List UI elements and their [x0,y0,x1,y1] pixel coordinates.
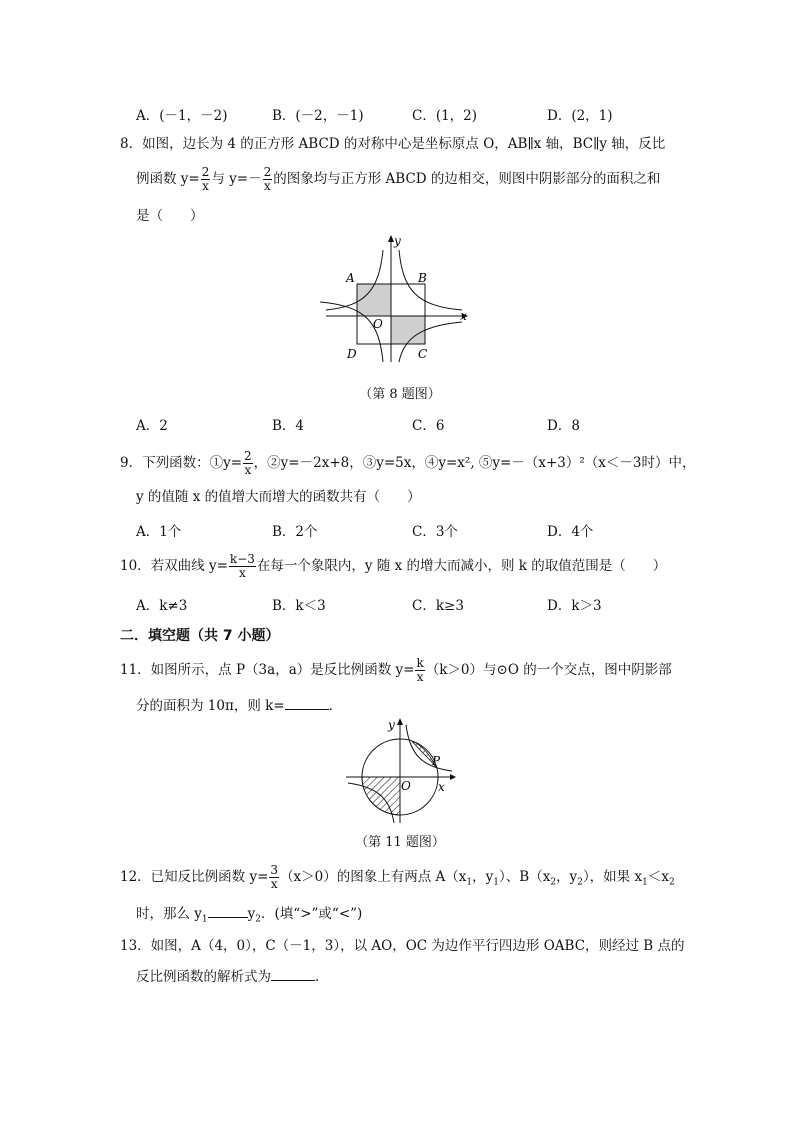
section-heading-fill-in: 二．填空题（共 7 小题） [120,628,280,644]
q8-fraction-2: $\frac{2}{x}$ [263,165,272,193]
q8-shade-top-left [357,284,391,316]
q7-option-b: B．(－2，－1) [272,108,364,124]
q9-option-d: D．4个 [547,524,594,540]
q11-caption: （第 11 题图） [355,835,445,850]
q8-label-x: x [460,309,467,323]
q8-label-c: C [418,347,428,361]
q9-line-2: y 的值随 x 的值增大而增大的函数共有（ ） [136,489,421,505]
q12-line-2: 时，那么 $y_1$ $y_2$．(填“>”或“<”) [136,906,363,925]
q8-option-c: C．6 [412,418,445,434]
q11-curve-q1 [406,725,452,771]
q9-option-a: A．1个 [136,524,182,540]
q11-y-arrow [397,718,403,725]
q9-option-c: C．3个 [412,524,458,540]
q10-line-1: 10．若双曲线 y= $\frac{k-3}{x}$ 在每一个象限内，y 随 x 的增大而减小，则 k 的取值范围是（ ） [120,552,667,580]
q12-fraction: $\frac{3}{x}$ [270,863,279,891]
q11-label-o: O [401,779,411,793]
q8-line-1: 8．如图，边长为 4 的正方形 ABCD 的对称中心是坐标原点 O，AB∥x 轴，BC∥y 轴，反比 [120,136,666,152]
q8-line-2: 例函数 y= $\frac{2}{x}$ 与 y=－ $\frac{2}{x}$ 的图象均与正方形 ABCD 的边相交，则图中阴影部分的面积之和 [136,165,661,193]
q11-line-2: 分的面积为 10π，则 k= ． [136,698,343,714]
q8-line-3: 是（ ） [136,208,204,224]
q8-fraction-1: $\frac{2}{x}$ [201,165,210,193]
q8-label-b: B [418,271,427,285]
q10-option-c: C．k≥3 [412,598,464,614]
q11-line-1: 11．如图所示，点 P（3a，a）是反比例函数 y= $\frac{k}{x}$ （k＞0）与⊙O 的一个交点，图中阴影部 [120,656,672,684]
q13-line-2: 反比例函数的解析式为 ． [136,969,329,985]
q9-fraction: $\frac{2}{x}$ [244,449,252,477]
q8-option-b: B．4 [272,418,305,434]
q9-option-b: B．2个 [272,524,318,540]
q7-option-a: A．(－1，－2) [136,108,228,124]
q10-option-d: D．k＞3 [547,598,602,614]
q12-line-1: 12．已知反比例函数 y= $\frac{3}{x}$ （x＞0）的图象上有两点 $A(x_1$，$y_1$）、$B(x_2$，$y_2$），如果 $x_1<x_2$ [120,863,675,891]
q13-line-1: 13．如图，A（4，0），C（－1，3），以 AO，OC 为边作平行四边形 OABC，则经过 B 点的 [120,938,685,954]
q11-label-p: P [432,754,441,768]
q13-answer-blank[interactable] [271,968,315,981]
q11-answer-blank[interactable] [285,697,329,710]
q8-label-d: D [347,347,357,361]
q8-label-y: y [394,234,401,248]
q11-figure [340,715,460,825]
q8-label-a: A [346,271,355,285]
q11-label-x: x [438,780,445,794]
q8-label-o: O [373,317,383,331]
q8-shade-bottom-right [391,316,425,344]
q8-option-a: A．2 [136,418,168,434]
q8-curve-q1 [399,250,462,310]
q11-label-y: y [388,718,395,732]
q8-caption: （第 8 题图） [359,387,441,402]
q10-option-a: A．k≠3 [136,598,188,614]
q8-option-d: D．8 [547,418,580,434]
q8-figure [320,232,480,367]
q10-fraction: $\frac{k-3}{x}$ [229,552,255,580]
q11-x-arrow [450,774,456,780]
q7-option-c: C．(1，2) [412,108,478,124]
q10-option-b: B．k＜3 [272,598,326,614]
q9-line-1: 9．下列函数：①y= $\frac{2}{x}$ ，②y=－2x+8，③y=5x，④y=x², ⑤y=－（x+3）²（x＜－3时）中， [120,449,696,477]
q7-option-d: D．(2，1) [547,108,613,124]
q11-fraction: $\frac{k}{x}$ [416,656,424,684]
q12-answer-blank[interactable] [208,905,248,918]
